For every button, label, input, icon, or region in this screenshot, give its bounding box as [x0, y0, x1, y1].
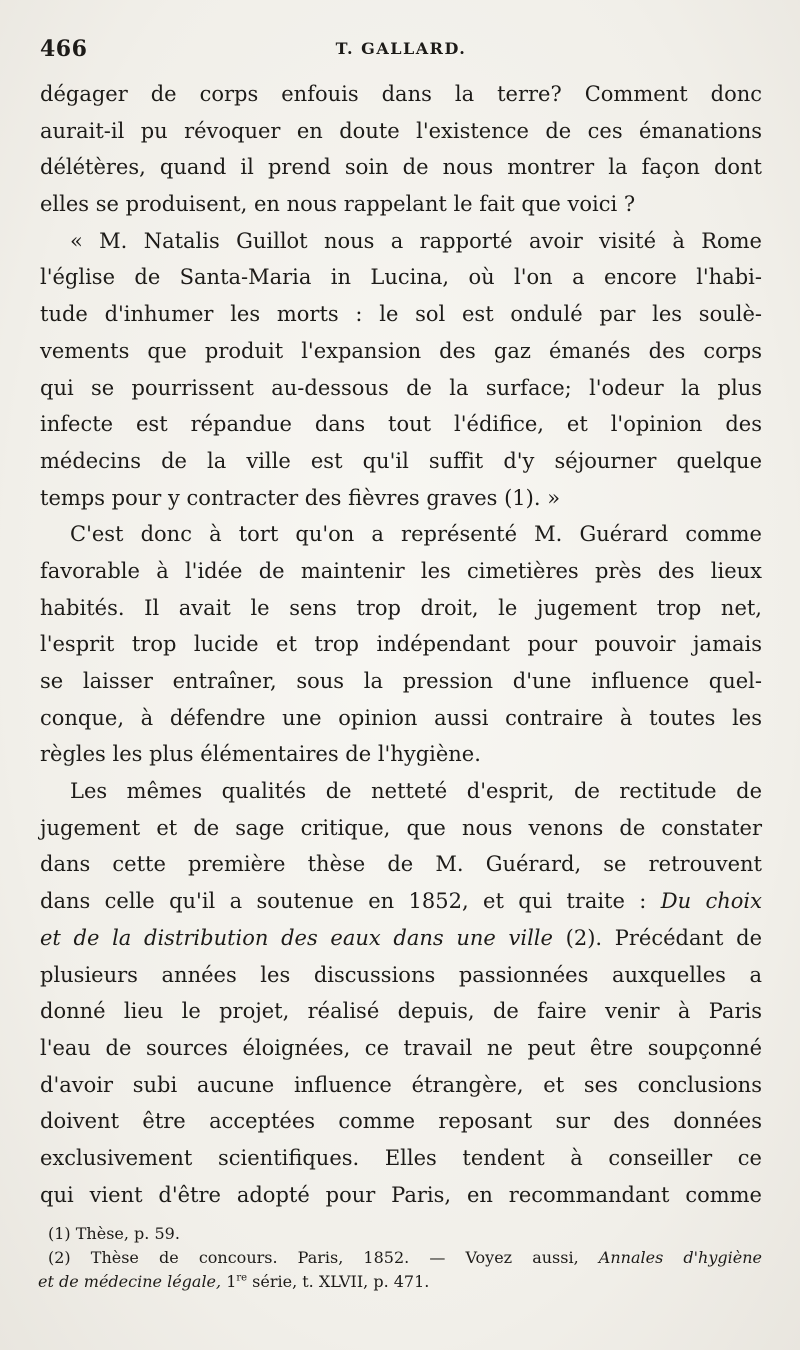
footnote-2-journal-cont: et de médecine légale, — [38, 1272, 222, 1291]
text-line — [40, 957, 762, 994]
footnote-2-line-2 — [38, 1270, 762, 1294]
line-text: exclusivement scientifiques. Elles tendent à conseiller ce — [40, 1145, 762, 1170]
text-line — [40, 516, 762, 553]
text-line — [40, 333, 762, 370]
line-text: dans celle qu'il a soutenue en 1852, et qui traite : — [40, 889, 647, 914]
text-line — [40, 920, 762, 957]
line-text: elles se produisent, en nous rappelant le fait que voici ? — [40, 192, 636, 217]
footnote-2-series-sup: re — [236, 1272, 248, 1284]
line-text: vements que produit l'expansion des gaz émanés des corps — [40, 338, 762, 363]
text-line — [40, 1103, 762, 1140]
line-text: donné lieu le projet, réalisé depuis, de faire venir à Paris — [40, 999, 762, 1024]
footnote-2-line-1 — [48, 1246, 762, 1270]
text-line — [40, 443, 762, 480]
line-text: infecte est répandue dans tout l'édifice, et l'opinion des — [40, 412, 762, 437]
text-line — [40, 186, 762, 223]
text-line — [40, 883, 762, 920]
text-line — [40, 553, 762, 590]
running-head: T. GALLARD. — [335, 39, 467, 58]
line-text: C'est donc à tort qu'on a représenté M. Guérard comme — [70, 522, 762, 547]
text-line — [40, 406, 762, 443]
text-line — [40, 259, 762, 296]
text-line — [40, 846, 762, 883]
line-text: habités. Il avait le sens trop droit, le jugement trop net, — [40, 595, 762, 620]
text-line — [40, 113, 762, 150]
line-text: l'eau de sources éloignées, ce travail ne peut être soupçonné — [40, 1035, 762, 1060]
line-text: aurait-il pu révoquer en doute l'existence de ces émanations — [40, 118, 762, 143]
text-line — [40, 480, 762, 517]
text-line — [40, 993, 762, 1030]
line-text: tude d'inhumer les morts : le sol est ondulé par les soulè- — [40, 302, 762, 327]
line-text: règles les plus élémentaires de l'hygiène. — [40, 742, 481, 767]
text-line — [40, 663, 762, 700]
text-line — [40, 370, 762, 407]
footnote-2-journal: Annales d'hygiène — [598, 1248, 762, 1267]
line-text: l'église de Santa-Maria in Lucina, où l'on a encore l'habi- — [40, 265, 762, 290]
footnote-2-series-num: 1 — [221, 1272, 237, 1291]
line-text: se laisser entraîner, sous la pression d'une influence quel- — [40, 669, 762, 693]
line-text: Les mêmes qualités de netteté d'esprit, de rectitude de — [70, 779, 762, 804]
line-text: d'avoir subi aucune influence étrangère, et ses conclusions — [40, 1072, 762, 1097]
text-line — [40, 1140, 762, 1177]
footnote-2-ref: série, t. XLVII, p. 471. — [247, 1272, 430, 1291]
line-text: dans cette première thèse de M. Guérard, se retrouvent — [40, 852, 762, 877]
line-text: jugement et de sage critique, que nous venons de constater — [40, 815, 762, 840]
italic-title: et de la distribution des eaux dans une ville — [40, 925, 553, 950]
body-text — [40, 76, 762, 1213]
line-text: l'esprit trop lucide et trop indépendant pour pouvoir jamais — [40, 632, 762, 657]
line-text: délétères, quand il prend soin de nous montrer la façon dont — [40, 155, 762, 180]
text-line — [40, 1030, 762, 1067]
page-number: 466 — [40, 36, 88, 62]
line-text: favorable à l'idée de maintenir les cimetières près des lieux — [40, 558, 762, 583]
text-line — [40, 223, 762, 260]
line-text: doivent être acceptées comme reposant sur des données — [40, 1109, 762, 1134]
line-text: « M. Natalis Guillot nous a rapporté avoir visité à Rome — [70, 228, 762, 253]
footnotes — [38, 1222, 762, 1294]
text-line — [40, 590, 762, 627]
line-text: temps pour y contracter des fièvres graves (1). » — [40, 485, 561, 510]
text-line — [40, 810, 762, 847]
text-line — [40, 1067, 762, 1104]
text-line — [40, 700, 762, 737]
footnote-2-text: (2) Thèse de concours. Paris, 1852. — Voyez aussi, — [48, 1248, 579, 1267]
text-line — [40, 76, 762, 113]
italic-title: Du choix — [660, 889, 762, 914]
line-text: qui vient d'être adopté pour Paris, en recommandant comme — [40, 1182, 762, 1207]
line-text: médecins de la ville est qu'il suffit d'y séjourner quelque — [40, 448, 762, 473]
text-line — [40, 736, 762, 773]
text-line — [40, 296, 762, 333]
text-line — [40, 149, 762, 186]
line-text: qui se pourrissent au-dessous de la surface; l'odeur la plus — [40, 375, 762, 400]
line-text: plusieurs années les discussions passionnées auxquelles a — [40, 962, 762, 987]
line-text: dégager de corps enfouis dans la terre? Comment donc — [40, 82, 762, 106]
line-text: conque, à défendre une opinion aussi contraire à toutes les — [40, 705, 762, 730]
line-tail: (2). Précédant de — [552, 925, 763, 950]
text-line — [40, 626, 762, 663]
text-line — [40, 1177, 762, 1214]
text-line — [40, 773, 762, 810]
footnote-1: (1) Thèse, p. 59. — [48, 1224, 180, 1243]
page-header — [40, 36, 762, 66]
